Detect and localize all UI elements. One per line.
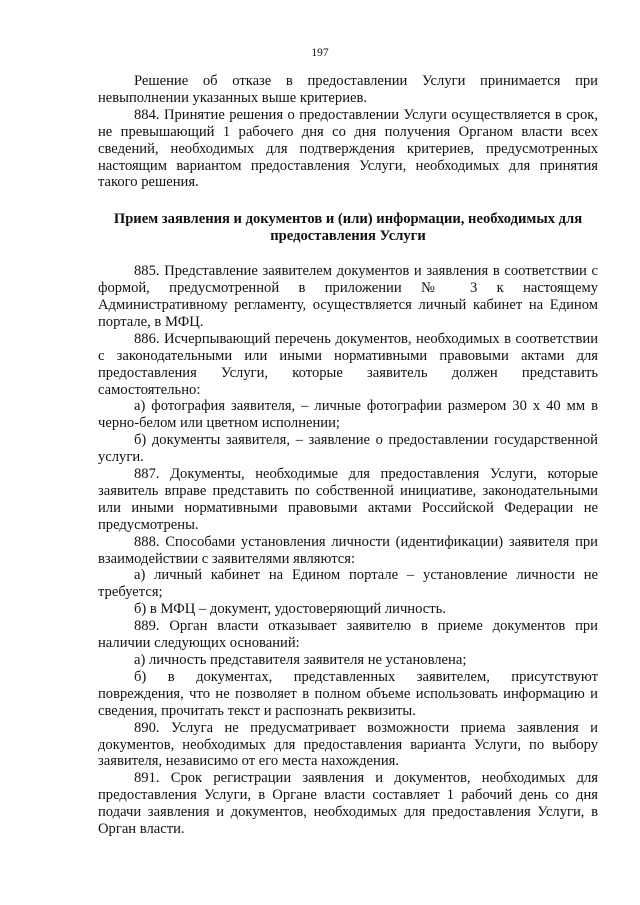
paragraph-886-item-a: а) фотография заявителя, – личные фотографии размером 30 х 40 мм в черно-белом или цветном исполнении; xyxy=(98,398,598,432)
paragraph-rejection-decision: Решение об отказе в предоставлении Услуги принимается при невыполнении указанных выше критериев. xyxy=(98,73,598,106)
paragraph-886-item-b: б) документы заявителя, – заявление о предоставлении государственной услуги. xyxy=(98,432,598,466)
page-content xyxy=(98,73,598,838)
paragraph-889: 889. Орган власти отказывает заявителю в приеме документов при наличии следующих оснований: xyxy=(98,618,598,652)
paragraph-888-item-a: а) личный кабинет на Едином портале – установление личности не требуется; xyxy=(98,567,598,601)
paragraph-884: 884. Принятие решения о предоставлении Услуги осуществляется в срок, не превышающий 1 рабочего дня со дня получения Органом власти всех сведений, необходимых для подтверждения критериев, предусмотренных настоящим вариантом предоставления Услуги, необходимых для принятия такого решения. xyxy=(98,106,598,191)
paragraph-888-item-b: б) в МФЦ – документ, удостоверяющий личность. xyxy=(134,601,446,618)
paragraph-889-item-a: а) личность представителя заявителя не установлена; xyxy=(134,652,467,668)
paragraph-885: 885. Представление заявителем документов и заявления в соответствии с формой, предусмотренной в приложении № 3 к настоящему Административному регламенту, осуществляется личный кабинет на Едином портале, в МФЦ. xyxy=(98,263,598,330)
paragraph-887: 887. Документы, необходимые для предоставления Услуги, которые заявитель вправе представить по собственной инициативе, законодательными или иными нормативными правовыми актами Российской Федерации не предусмотрены. xyxy=(98,466,598,533)
paragraph-890: 890. Услуга не предусматривает возможности приема заявления и документов, необходимых для предоставления варианта Услуги, по выбору заявителя, независимо от его места нахождения. xyxy=(98,719,598,770)
paragraph-889-item-b: б) в документах, представленных заявителем, присутствуют повреждения, что не позволяет в полном объеме использовать информацию и сведения, прочитать текст и распознать реквизиты. xyxy=(98,668,598,719)
section-heading: Прием заявления и документов и (или) информации, необходимых для предоставления Услуги xyxy=(113,211,583,245)
paragraph-891: 891. Срок регистрации заявления и документов, необходимых для предоставления Услуги, в Органе власти составляет 1 рабочий день со дня подачи заявления и документов, необходимых для предоставления Услуги, в Орган власти. xyxy=(98,770,598,838)
page-number: 197 xyxy=(311,47,329,59)
paragraph-886: 886. Исчерпывающий перечень документов, необходимых в соответствии с законодательными или иными нормативными правовыми актами для предоставления Услуги, которые заявитель должен представить самостоятельно: xyxy=(98,330,598,398)
paragraph-888: 888. Способами установления личности (идентификации) заявителя при взаимодействии с заявителями являются: xyxy=(98,533,598,567)
